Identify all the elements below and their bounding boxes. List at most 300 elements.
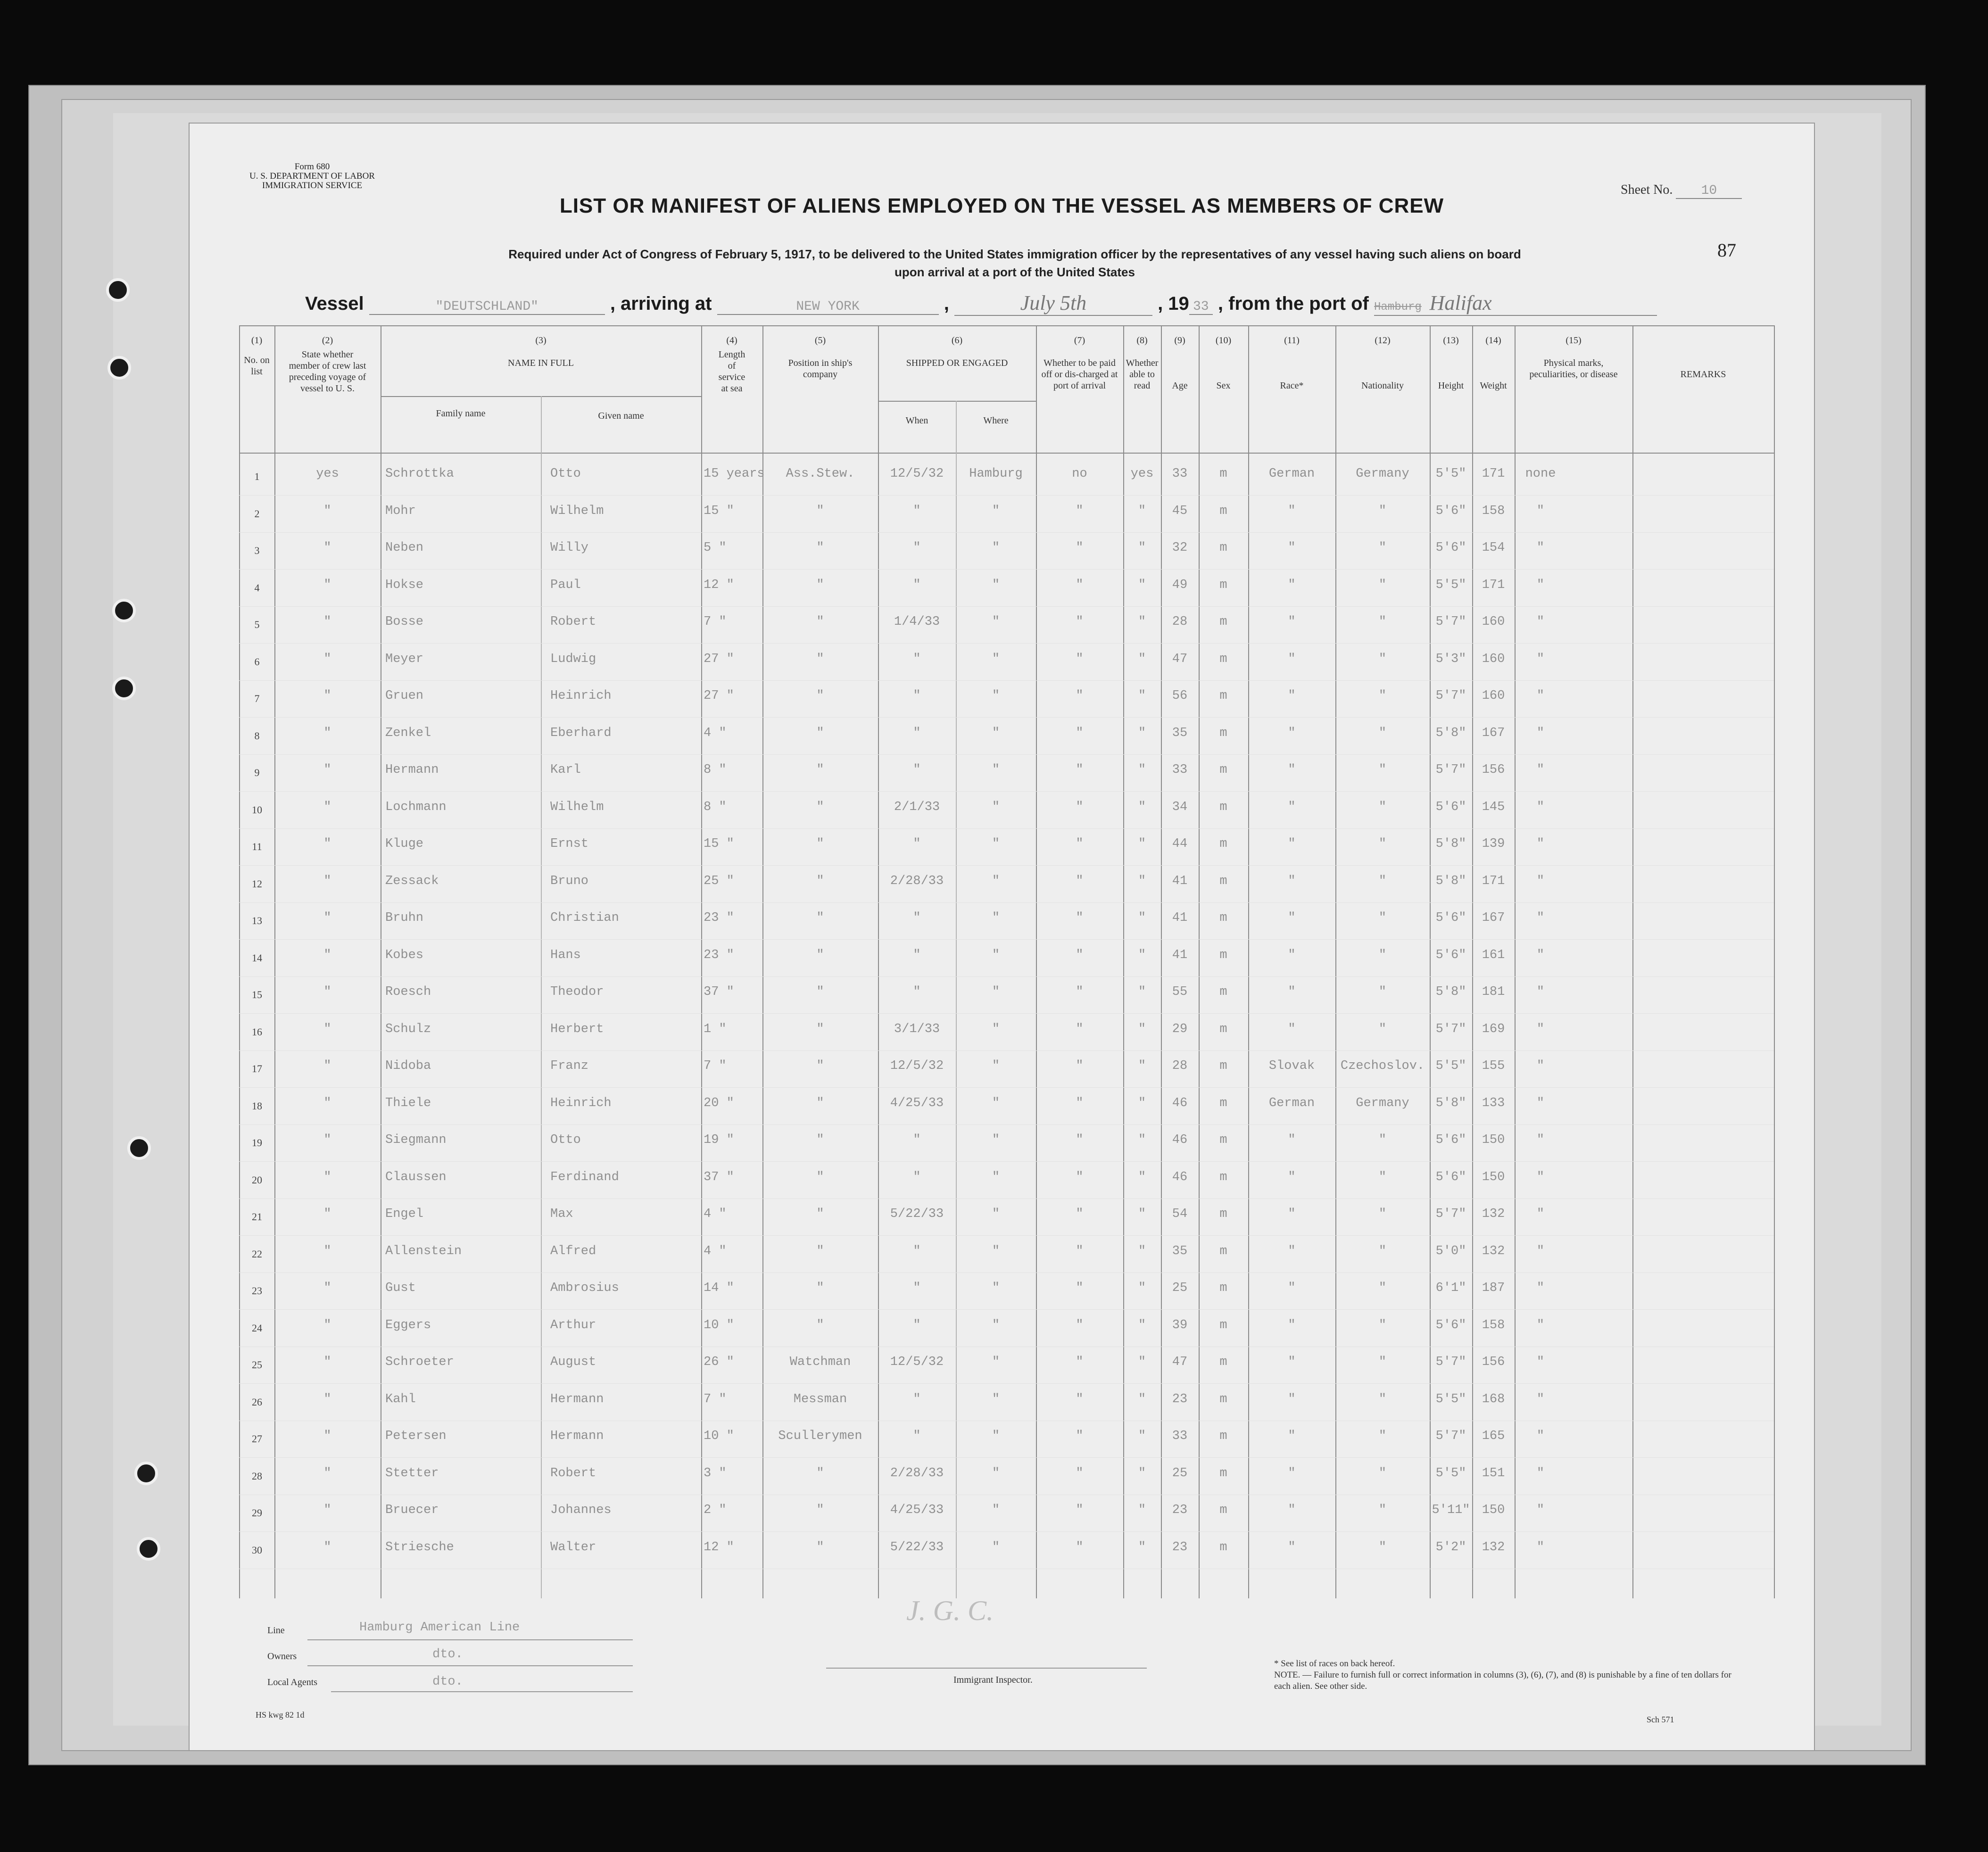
cell-given-name: Heinrich bbox=[550, 1096, 612, 1110]
cell-position: " bbox=[816, 615, 824, 629]
cell-able-to-read: " bbox=[1138, 1096, 1146, 1110]
cell-age: 47 bbox=[1172, 652, 1188, 666]
cell-physical-marks: " bbox=[1536, 1355, 1545, 1369]
cell-shipped-where: " bbox=[992, 763, 1000, 777]
cell-able-to-read: " bbox=[1138, 1466, 1146, 1480]
cell-given-name: Robert bbox=[550, 1466, 596, 1480]
cell-paid-off: " bbox=[1076, 541, 1084, 555]
cell-able-to-read: " bbox=[1138, 1429, 1146, 1443]
row-number: 13 bbox=[252, 915, 262, 926]
cell-weight: 139 bbox=[1482, 837, 1505, 851]
cell-paid-off: " bbox=[1076, 1059, 1084, 1073]
cell-able-to-read: " bbox=[1138, 1059, 1146, 1073]
cell-weight: 154 bbox=[1482, 541, 1505, 555]
cell-shipped-where: " bbox=[992, 1022, 1000, 1036]
print-code: HS kwg 82 1d bbox=[256, 1710, 305, 1720]
cell-given-name: Wilhelm bbox=[550, 800, 604, 814]
cell-shipped-where: " bbox=[992, 726, 1000, 740]
cell-nationality: " bbox=[1378, 985, 1387, 999]
cell-weight: 132 bbox=[1482, 1540, 1505, 1554]
cell-height: 5'6" bbox=[1435, 1170, 1466, 1184]
cell-service-length: 15 " bbox=[704, 837, 734, 851]
row-number: 29 bbox=[252, 1507, 262, 1519]
cell-nationality: " bbox=[1378, 578, 1387, 592]
cell-nationality: " bbox=[1378, 874, 1387, 888]
cell-race: " bbox=[1288, 689, 1296, 703]
row-number: 19 bbox=[252, 1137, 262, 1149]
col-name-header: (3) NAME IN FULL bbox=[508, 335, 574, 368]
cell-nationality: " bbox=[1378, 689, 1387, 703]
cell-service-length: 3 " bbox=[704, 1466, 727, 1480]
row-number: 27 bbox=[252, 1433, 262, 1445]
row-number: 8 bbox=[254, 729, 260, 742]
cell-height: 5'6" bbox=[1435, 1318, 1466, 1332]
cell-able-to-read: " bbox=[1138, 1022, 1146, 1036]
cell-shipped-when: " bbox=[913, 837, 921, 851]
col-service-length-header: (4) Length of service at sea bbox=[718, 335, 746, 394]
cell-position: Scullerymen bbox=[778, 1429, 862, 1443]
cell-previous-voyage: " bbox=[323, 1170, 331, 1184]
cell-given-name: Christian bbox=[550, 911, 619, 925]
cell-weight: 158 bbox=[1482, 1318, 1505, 1332]
cell-sex: m bbox=[1219, 1503, 1227, 1517]
row-number: 10 bbox=[252, 803, 262, 816]
cell-weight: 160 bbox=[1482, 615, 1505, 629]
cell-sex: m bbox=[1219, 1540, 1227, 1554]
cell-paid-off: no bbox=[1072, 467, 1087, 481]
col-sex-header: (10) Sex bbox=[1215, 335, 1232, 391]
cell-physical-marks: " bbox=[1536, 1207, 1545, 1221]
cell-service-length: 37 " bbox=[704, 1170, 734, 1184]
cell-able-to-read: " bbox=[1138, 1318, 1146, 1332]
cell-service-length: 4 " bbox=[704, 1244, 727, 1258]
cell-height: 5'5" bbox=[1435, 1466, 1466, 1480]
cell-height: 5'8" bbox=[1435, 1096, 1466, 1110]
cell-position: " bbox=[816, 1503, 824, 1517]
cell-weight: 156 bbox=[1482, 763, 1505, 777]
cell-shipped-where: " bbox=[992, 1170, 1000, 1184]
cell-given-name: Eberhard bbox=[550, 726, 612, 740]
cell-family-name: Zenkel bbox=[385, 726, 431, 740]
cell-sex: m bbox=[1219, 726, 1227, 740]
cell-nationality: " bbox=[1378, 541, 1387, 555]
cell-given-name: Herbert bbox=[550, 1022, 604, 1036]
cell-weight: 171 bbox=[1482, 874, 1505, 888]
cell-position: " bbox=[816, 1170, 824, 1184]
cell-paid-off: " bbox=[1076, 1540, 1084, 1554]
cell-sex: m bbox=[1219, 1096, 1227, 1110]
cell-nationality: " bbox=[1378, 911, 1387, 925]
cell-nationality: " bbox=[1378, 1392, 1387, 1406]
cell-able-to-read: " bbox=[1138, 1540, 1146, 1554]
cell-family-name: Meyer bbox=[385, 652, 424, 666]
cell-service-length: 10 " bbox=[704, 1429, 734, 1443]
cell-physical-marks: " bbox=[1536, 985, 1545, 999]
cell-service-length: 15 " bbox=[704, 504, 734, 518]
cell-sex: m bbox=[1219, 1392, 1227, 1406]
cell-position: " bbox=[816, 1318, 824, 1332]
cell-paid-off: " bbox=[1076, 1355, 1084, 1369]
cell-race: " bbox=[1288, 504, 1296, 518]
cell-shipped-where: " bbox=[992, 1096, 1000, 1110]
cell-family-name: Siegmann bbox=[385, 1133, 447, 1147]
cell-previous-voyage: " bbox=[323, 763, 331, 777]
cell-shipped-when: " bbox=[913, 1133, 921, 1147]
cell-sex: m bbox=[1219, 578, 1227, 592]
cell-weight: 150 bbox=[1482, 1133, 1505, 1147]
cell-nationality: " bbox=[1378, 1281, 1387, 1295]
cell-previous-voyage: " bbox=[323, 1207, 331, 1221]
binder-hole-icon bbox=[134, 1462, 158, 1485]
cell-height: 6'1" bbox=[1435, 1281, 1466, 1295]
cell-shipped-when: 12/5/32 bbox=[890, 467, 944, 481]
cell-position: " bbox=[816, 1466, 824, 1480]
service-name: IMMIGRATION SERVICE bbox=[262, 181, 363, 190]
cell-shipped-where: " bbox=[992, 1392, 1000, 1406]
cell-physical-marks: " bbox=[1536, 1540, 1545, 1554]
row-number: 24 bbox=[252, 1322, 262, 1334]
cell-height: 5'6" bbox=[1435, 948, 1466, 962]
cell-family-name: Hermann bbox=[385, 763, 439, 777]
cell-weight: 167 bbox=[1482, 726, 1505, 740]
cell-position: " bbox=[816, 1207, 824, 1221]
cell-able-to-read: " bbox=[1138, 1133, 1146, 1147]
cell-able-to-read: " bbox=[1138, 1355, 1146, 1369]
cell-physical-marks: " bbox=[1536, 1429, 1545, 1443]
cell-age: 28 bbox=[1172, 1059, 1188, 1073]
cell-physical-marks: " bbox=[1536, 874, 1545, 888]
page-title: LIST OR MANIFEST OF ALIENS EMPLOYED ON THE VESSEL AS MEMBERS OF CREW bbox=[559, 194, 1444, 217]
cell-able-to-read: " bbox=[1138, 763, 1146, 777]
cell-height: 5'8" bbox=[1435, 874, 1466, 888]
cell-previous-voyage: " bbox=[323, 504, 331, 518]
cell-weight: 158 bbox=[1482, 504, 1505, 518]
arrival-date: July 5th bbox=[954, 291, 1152, 316]
cell-nationality: " bbox=[1378, 504, 1387, 518]
cell-position: Ass.Stew. bbox=[786, 467, 855, 481]
cell-shipped-where: " bbox=[992, 800, 1000, 814]
cell-service-length: 7 " bbox=[704, 1392, 727, 1406]
cell-able-to-read: " bbox=[1138, 948, 1146, 962]
binder-hole-icon bbox=[106, 278, 130, 302]
page-number: 87 bbox=[1717, 240, 1736, 261]
col-no-header: (1) No. on list bbox=[244, 335, 270, 377]
cell-physical-marks: " bbox=[1536, 1466, 1545, 1480]
cell-able-to-read: " bbox=[1138, 1281, 1146, 1295]
cell-shipped-when: " bbox=[913, 1170, 921, 1184]
cell-service-length: 20 " bbox=[704, 1096, 734, 1110]
col-when-header: When bbox=[905, 415, 928, 426]
cell-able-to-read: " bbox=[1138, 1503, 1146, 1517]
cell-height: 5'8" bbox=[1435, 837, 1466, 851]
cell-weight: 187 bbox=[1482, 1281, 1505, 1295]
cell-previous-voyage: yes bbox=[316, 467, 339, 481]
cell-nationality: " bbox=[1378, 1022, 1387, 1036]
inspector-label: Immigrant Inspector. bbox=[953, 1675, 1033, 1685]
cell-position: " bbox=[816, 689, 824, 703]
cell-race: " bbox=[1288, 763, 1296, 777]
row-number: 14 bbox=[252, 951, 262, 964]
cell-shipped-when: 2/1/33 bbox=[894, 800, 940, 814]
cell-sex: m bbox=[1219, 689, 1227, 703]
cell-height: 5'7" bbox=[1435, 763, 1466, 777]
cell-paid-off: " bbox=[1076, 1022, 1084, 1036]
cell-shipped-where: " bbox=[992, 911, 1000, 925]
col-able-to-read-header: (8) Whether able to read bbox=[1126, 335, 1159, 391]
cell-shipped-where: " bbox=[992, 689, 1000, 703]
cell-family-name: Allenstein bbox=[385, 1244, 462, 1258]
cell-weight: 156 bbox=[1482, 1355, 1505, 1369]
cell-sex: m bbox=[1219, 1466, 1227, 1480]
arrival-port: NEW YORK bbox=[717, 299, 939, 315]
cell-service-length: 1 " bbox=[704, 1022, 727, 1036]
cell-service-length: 12 " bbox=[704, 578, 734, 592]
cell-family-name: Engel bbox=[385, 1207, 424, 1221]
cell-family-name: Schulz bbox=[385, 1022, 431, 1036]
cell-able-to-read: " bbox=[1138, 541, 1146, 555]
cell-race: " bbox=[1288, 1503, 1296, 1517]
cell-shipped-when: 3/1/33 bbox=[894, 1022, 940, 1036]
cell-shipped-when: 4/25/33 bbox=[890, 1503, 944, 1517]
cell-shipped-when: 2/28/33 bbox=[890, 1466, 944, 1480]
cell-family-name: Eggers bbox=[385, 1318, 431, 1332]
cell-age: 47 bbox=[1172, 1355, 1188, 1369]
cell-paid-off: " bbox=[1076, 1318, 1084, 1332]
cell-sex: m bbox=[1219, 467, 1227, 481]
cell-race: " bbox=[1288, 1318, 1296, 1332]
cell-previous-voyage: " bbox=[323, 1540, 331, 1554]
departure-port: Halifax bbox=[1429, 291, 1492, 314]
cell-shipped-when: " bbox=[913, 689, 921, 703]
cell-paid-off: " bbox=[1076, 1133, 1084, 1147]
row-number: 2 bbox=[254, 507, 260, 520]
cell-height: 5'7" bbox=[1435, 1429, 1466, 1443]
cell-family-name: Bruhn bbox=[385, 911, 424, 925]
cell-race: " bbox=[1288, 1207, 1296, 1221]
col-age-header: (9) Age bbox=[1172, 335, 1188, 391]
cell-shipped-when: " bbox=[913, 1244, 921, 1258]
cell-given-name: Karl bbox=[550, 763, 581, 777]
cell-shipped-when: 2/28/33 bbox=[890, 874, 944, 888]
cell-sex: m bbox=[1219, 763, 1227, 777]
row-number: 4 bbox=[254, 581, 260, 594]
cell-race: " bbox=[1288, 985, 1296, 999]
cell-previous-voyage: " bbox=[323, 1059, 331, 1073]
cell-service-length: 4 " bbox=[704, 726, 727, 740]
cell-height: 5'0" bbox=[1435, 1244, 1466, 1258]
cell-nationality: " bbox=[1378, 1466, 1387, 1480]
cell-age: 41 bbox=[1172, 874, 1188, 888]
cell-able-to-read: " bbox=[1138, 1244, 1146, 1258]
cell-shipped-where: " bbox=[992, 1059, 1000, 1073]
cell-race: " bbox=[1288, 1466, 1296, 1480]
cell-shipped-when: 1/4/33 bbox=[894, 615, 940, 629]
cell-sex: m bbox=[1219, 800, 1227, 814]
cell-able-to-read: " bbox=[1138, 615, 1146, 629]
cell-family-name: Schrottka bbox=[385, 467, 454, 481]
cell-service-length: 4 " bbox=[704, 1207, 727, 1221]
cell-sex: m bbox=[1219, 652, 1227, 666]
cell-position: " bbox=[816, 837, 824, 851]
cell-sex: m bbox=[1219, 1429, 1227, 1443]
cell-shipped-when: 12/5/32 bbox=[890, 1059, 944, 1073]
cell-family-name: Petersen bbox=[385, 1429, 447, 1443]
cell-previous-voyage: " bbox=[323, 1244, 331, 1258]
cell-previous-voyage: " bbox=[323, 985, 331, 999]
departure-port-struck: Hamburg bbox=[1374, 301, 1422, 314]
row-number: 30 bbox=[252, 1544, 262, 1556]
cell-service-length: 37 " bbox=[704, 985, 734, 999]
schedule-code: Sch 571 bbox=[1647, 1715, 1674, 1724]
cell-physical-marks: " bbox=[1536, 1133, 1545, 1147]
cell-paid-off: " bbox=[1076, 1503, 1084, 1517]
cell-shipped-where: " bbox=[992, 874, 1000, 888]
cell-sex: m bbox=[1219, 874, 1227, 888]
cell-nationality: " bbox=[1378, 1355, 1387, 1369]
cell-sex: m bbox=[1219, 911, 1227, 925]
cell-nationality: " bbox=[1378, 1429, 1387, 1443]
from-port-label: , from the port of bbox=[1218, 293, 1369, 314]
cell-family-name: Striesche bbox=[385, 1540, 454, 1554]
cell-given-name: Max bbox=[550, 1207, 573, 1221]
row-number: 26 bbox=[252, 1396, 262, 1408]
cell-physical-marks: " bbox=[1536, 911, 1545, 925]
cell-physical-marks: " bbox=[1536, 1244, 1545, 1258]
cell-physical-marks: " bbox=[1536, 800, 1545, 814]
cell-previous-voyage: " bbox=[323, 1096, 331, 1110]
cell-weight: 150 bbox=[1482, 1503, 1505, 1517]
cell-paid-off: " bbox=[1076, 1429, 1084, 1443]
cell-service-length: 19 " bbox=[704, 1133, 734, 1147]
cell-position: " bbox=[816, 763, 824, 777]
cell-weight: 133 bbox=[1482, 1096, 1505, 1110]
year-label: , 19 bbox=[1158, 293, 1189, 314]
cell-able-to-read: " bbox=[1138, 578, 1146, 592]
cell-age: 23 bbox=[1172, 1503, 1188, 1517]
row-number: 3 bbox=[254, 545, 260, 556]
cell-able-to-read: " bbox=[1138, 504, 1146, 518]
cell-age: 56 bbox=[1172, 689, 1188, 703]
cell-family-name: Bruecer bbox=[385, 1503, 439, 1517]
cell-given-name: Hermann bbox=[550, 1429, 604, 1443]
cell-paid-off: " bbox=[1076, 615, 1084, 629]
subtitle-line-1: Required under Act of Congress of February 5, 1917, to be delivered to the United States immigration officer by the representatives of any vessel having such aliens on board bbox=[508, 247, 1521, 261]
cell-given-name: August bbox=[550, 1355, 596, 1369]
cell-sex: m bbox=[1219, 1059, 1227, 1073]
cell-service-length: 15 years bbox=[704, 467, 765, 481]
cell-shipped-when: " bbox=[913, 1281, 921, 1295]
cell-race: " bbox=[1288, 1022, 1296, 1036]
cell-race: " bbox=[1288, 874, 1296, 888]
cell-family-name: Nidoba bbox=[385, 1059, 431, 1073]
cell-given-name: Otto bbox=[550, 467, 581, 481]
cell-family-name: Zessack bbox=[385, 874, 439, 888]
page-subtitle bbox=[411, 245, 1618, 281]
row-number: 9 bbox=[254, 767, 260, 778]
cell-previous-voyage: " bbox=[323, 1318, 331, 1332]
row-number: 22 bbox=[252, 1248, 262, 1260]
cell-age: 29 bbox=[1172, 1022, 1188, 1036]
cell-age: 28 bbox=[1172, 615, 1188, 629]
cell-service-length: 7 " bbox=[704, 1059, 727, 1073]
row-number: 20 bbox=[252, 1174, 262, 1186]
cell-previous-voyage: " bbox=[323, 837, 331, 851]
cell-race: German bbox=[1268, 467, 1315, 481]
cell-previous-voyage: " bbox=[323, 874, 331, 888]
cell-age: 25 bbox=[1172, 1281, 1188, 1295]
cell-race: " bbox=[1288, 1392, 1296, 1406]
cell-age: 45 bbox=[1172, 504, 1188, 518]
cell-service-length: 27 " bbox=[704, 652, 734, 666]
cell-nationality: " bbox=[1378, 1244, 1387, 1258]
cell-age: 54 bbox=[1172, 1207, 1188, 1221]
cell-weight: 150 bbox=[1482, 1170, 1505, 1184]
cell-race: Slovak bbox=[1268, 1059, 1315, 1073]
cell-position: " bbox=[816, 1022, 824, 1036]
cell-shipped-where: " bbox=[992, 541, 1000, 555]
binder-hole-icon bbox=[112, 677, 136, 700]
cell-family-name: Mohr bbox=[385, 504, 416, 518]
cell-shipped-when: 5/22/33 bbox=[890, 1540, 944, 1554]
cell-shipped-when: " bbox=[913, 726, 921, 740]
cell-physical-marks: " bbox=[1536, 948, 1545, 962]
cell-able-to-read: " bbox=[1138, 726, 1146, 740]
cell-physical-marks: " bbox=[1536, 689, 1545, 703]
cell-nationality: " bbox=[1378, 615, 1387, 629]
cell-physical-marks: " bbox=[1536, 615, 1545, 629]
col-physical-marks-header: (15) Physical marks, peculiarities, or disease bbox=[1529, 335, 1618, 380]
cell-given-name: Willy bbox=[550, 541, 589, 555]
cell-position: " bbox=[816, 985, 824, 999]
cell-height: 5'8" bbox=[1435, 985, 1466, 999]
cell-previous-voyage: " bbox=[323, 1022, 331, 1036]
cell-race: " bbox=[1288, 1133, 1296, 1147]
cell-shipped-where: " bbox=[992, 948, 1000, 962]
cell-shipped-where: " bbox=[992, 504, 1000, 518]
cell-service-length: 5 " bbox=[704, 541, 727, 555]
cell-given-name: Ludwig bbox=[550, 652, 596, 666]
cell-previous-voyage: " bbox=[323, 615, 331, 629]
cell-weight: 165 bbox=[1482, 1429, 1505, 1443]
cell-age: 34 bbox=[1172, 800, 1188, 814]
cell-weight: 145 bbox=[1482, 800, 1505, 814]
cell-given-name: Paul bbox=[550, 578, 581, 592]
cell-weight: 160 bbox=[1482, 652, 1505, 666]
cell-able-to-read: " bbox=[1138, 1207, 1146, 1221]
sheet-number-value: 10 bbox=[1676, 183, 1742, 199]
cell-previous-voyage: " bbox=[323, 1503, 331, 1517]
cell-nationality: " bbox=[1378, 948, 1387, 962]
cell-paid-off: " bbox=[1076, 689, 1084, 703]
cell-physical-marks: " bbox=[1536, 837, 1545, 851]
cell-nationality: " bbox=[1378, 1207, 1387, 1221]
cell-height: 5'5" bbox=[1435, 578, 1466, 592]
cell-height: 5'7" bbox=[1435, 615, 1466, 629]
cell-paid-off: " bbox=[1076, 874, 1084, 888]
cell-shipped-where: " bbox=[992, 1466, 1000, 1480]
cell-age: 41 bbox=[1172, 948, 1188, 962]
cell-height: 5'6" bbox=[1435, 541, 1466, 555]
cell-shipped-where: " bbox=[992, 1133, 1000, 1147]
cell-nationality: " bbox=[1378, 763, 1387, 777]
cell-nationality: " bbox=[1378, 1540, 1387, 1554]
cell-physical-marks: " bbox=[1536, 1059, 1545, 1073]
cell-race: " bbox=[1288, 726, 1296, 740]
cell-physical-marks: " bbox=[1536, 1392, 1545, 1406]
cell-sex: m bbox=[1219, 1170, 1227, 1184]
cell-age: 46 bbox=[1172, 1133, 1188, 1147]
cell-service-length: 2 " bbox=[704, 1503, 727, 1517]
